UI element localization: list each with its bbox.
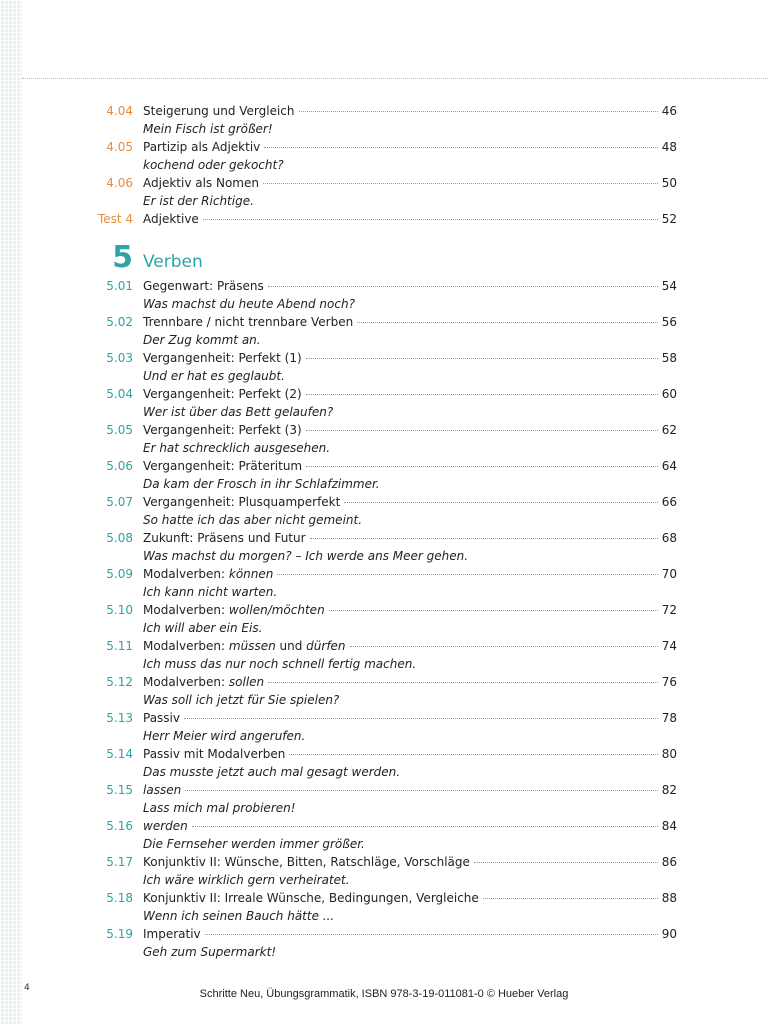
toc-entry — [0, 601, 768, 619]
toc-entry-subtitle-row — [0, 192, 768, 210]
entry-title-text: Partizip als Adjektiv — [143, 140, 261, 154]
entry-title-text: Modalverben: — [143, 603, 229, 617]
entry-page-number: 74 — [661, 639, 677, 653]
entry-number: 5.18 — [106, 891, 133, 905]
toc-entry — [0, 889, 768, 907]
entry-number: 5.03 — [106, 351, 133, 365]
entry-number: 5.01 — [106, 279, 133, 293]
toc-entry — [0, 781, 768, 799]
entry-title-text: Adjektive — [143, 212, 199, 226]
entry-page-number: 90 — [661, 927, 677, 941]
entry-number: 4.04 — [106, 104, 133, 118]
toc-entry — [0, 673, 768, 691]
entry-subtitle: So hatte ich das aber nicht gemeint. — [143, 513, 363, 527]
entry-page-number: 48 — [661, 140, 677, 154]
toc-entry — [0, 457, 768, 475]
entry-page-number: 60 — [661, 387, 677, 401]
entry-title-text: Passiv — [143, 711, 180, 725]
entry-number: 5.14 — [106, 747, 133, 761]
entry-title-text: Modalverben: — [143, 567, 229, 581]
entry-title — [143, 174, 259, 192]
toc-entry-subtitle-row — [0, 943, 768, 961]
entry-subtitle: Das musste jetzt auch mal gesagt werden. — [143, 765, 401, 779]
footer-copyright: Schritte Neu, Übungsgrammatik, ISBN 978-3-19-011081-0 © Hueber Verlag — [199, 988, 569, 1000]
entry-title — [143, 277, 264, 295]
toc-entry-subtitle-row — [0, 547, 768, 565]
entry-title-line — [143, 174, 677, 192]
entry-title-text: Vergangenheit: Perfekt (3) — [143, 423, 302, 437]
entry-subtitle: Die Fernseher werden immer größer. — [143, 837, 365, 851]
entry-title-text: Steigerung und Vergleich — [143, 104, 295, 118]
entry-title-line — [143, 673, 677, 691]
dot-leader — [299, 110, 658, 112]
entry-page-number: 70 — [661, 567, 677, 581]
dot-leader — [203, 218, 658, 220]
entry-title-text: Vergangenheit: Präteritum — [143, 459, 303, 473]
entry-title-text: Imperativ — [143, 927, 201, 941]
entry-title — [143, 457, 302, 475]
entry-number: 5.16 — [106, 819, 133, 833]
entry-title-line — [143, 349, 677, 367]
entry-title — [143, 313, 353, 331]
entry-title — [143, 673, 264, 691]
entry-title — [143, 889, 479, 907]
entry-number: 5.04 — [106, 387, 133, 401]
entry-subtitle: Da kam der Frosch in ihr Schlafzimmer. — [143, 477, 380, 491]
entry-title — [143, 102, 295, 120]
entry-subtitle: Er hat schrecklich ausgesehen. — [143, 441, 331, 455]
entry-title-text: Vergangenheit: Perfekt (1) — [143, 351, 302, 365]
toc-entry — [0, 210, 768, 228]
entry-title-italic: lassen — [143, 783, 182, 797]
entry-title — [143, 210, 199, 228]
entry-title-text: Modalverben: — [143, 675, 229, 689]
entry-title — [143, 853, 470, 871]
entry-number: 5.05 — [106, 423, 133, 437]
toc-entry — [0, 385, 768, 403]
entry-title — [143, 421, 302, 439]
toc-entry — [0, 421, 768, 439]
dot-leader — [263, 182, 658, 184]
toc-entry — [0, 925, 768, 943]
entry-title-line — [143, 385, 677, 403]
entry-page-number: 72 — [661, 603, 677, 617]
dot-leader — [483, 897, 658, 899]
entry-subtitle: Mein Fisch ist größer! — [143, 122, 273, 136]
dot-leader — [192, 825, 658, 827]
entry-subtitle: kochend oder gekocht? — [143, 158, 284, 172]
entry-title-text: Gegenwart: Präsens — [143, 279, 264, 293]
entry-title-text: Adjektiv als Nomen — [143, 176, 259, 190]
entry-title — [143, 709, 180, 727]
dot-leader — [185, 789, 658, 791]
toc-entry — [0, 637, 768, 655]
dot-leader — [306, 429, 658, 431]
chapter-number: 5 — [112, 240, 133, 275]
entry-title-line — [143, 457, 677, 475]
dot-leader — [184, 717, 658, 719]
entry-subtitle: Ich will aber ein Eis. — [143, 621, 263, 635]
entry-subtitle: Wenn ich seinen Bauch hätte ... — [143, 909, 335, 923]
entry-title — [143, 565, 273, 583]
dot-leader — [268, 285, 658, 287]
entry-page-number: 64 — [661, 459, 677, 473]
entry-title — [143, 925, 201, 943]
entry-number: 5.12 — [106, 675, 133, 689]
entry-subtitle: Was machst du heute Abend noch? — [143, 297, 355, 311]
toc-entry — [0, 138, 768, 156]
toc-entry — [0, 745, 768, 763]
entry-subtitle: Lass mich mal probieren! — [143, 801, 296, 815]
entry-title — [143, 349, 302, 367]
entry-title-text: Konjunktiv II: Wünsche, Bitten, Ratschläge, Vorschläge — [143, 855, 470, 869]
toc-entry-subtitle-row — [0, 871, 768, 889]
entry-subtitle: Und er hat es geglaubt. — [143, 369, 285, 383]
page-number: 4 — [24, 983, 30, 993]
dot-leader — [474, 861, 658, 863]
entry-subtitle: Ich wäre wirklich gern verheiratet. — [143, 873, 350, 887]
entry-page-number: 52 — [661, 212, 677, 226]
entry-page-number: 78 — [661, 711, 677, 725]
entry-page-number: 84 — [661, 819, 677, 833]
entry-title-line — [143, 529, 677, 547]
entry-title-italic: dürfen — [306, 639, 346, 653]
entry-title-line — [143, 925, 677, 943]
entry-title-italic: wollen/möchten — [228, 603, 325, 617]
entry-page-number: 54 — [661, 279, 677, 293]
entry-page-number: 80 — [661, 747, 677, 761]
toc-entry — [0, 349, 768, 367]
dot-leader — [310, 537, 658, 539]
dot-leader — [329, 609, 658, 611]
entry-title — [143, 385, 302, 403]
entry-title-line — [143, 601, 677, 619]
header-divider — [22, 78, 768, 79]
toc-entry-subtitle-row — [0, 295, 768, 313]
toc-entry-subtitle-row — [0, 120, 768, 138]
entry-title-text: Zukunft: Präsens und Futur — [143, 531, 306, 545]
dot-leader — [306, 465, 658, 467]
toc-entry-subtitle-row — [0, 583, 768, 601]
entry-subtitle: Er ist der Richtige. — [143, 194, 254, 208]
entry-subtitle: Was soll ich jetzt für Sie spielen? — [143, 693, 340, 707]
entry-number: 5.10 — [106, 603, 133, 617]
entry-page-number: 50 — [661, 176, 677, 190]
entry-title-italic: werden — [143, 819, 188, 833]
toc-entry-subtitle-row — [0, 439, 768, 457]
entry-number: 5.06 — [106, 459, 133, 473]
toc-entry-subtitle-row — [0, 619, 768, 637]
toc-entry-subtitle-row — [0, 156, 768, 174]
entry-title-line — [143, 493, 677, 511]
entry-page-number: 62 — [661, 423, 677, 437]
entry-title — [143, 781, 181, 799]
toc-entry — [0, 277, 768, 295]
entry-title-line — [143, 138, 677, 156]
entry-number: Test 4 — [97, 212, 133, 226]
toc-entry — [0, 853, 768, 871]
entry-title-text: Konjunktiv II: Irreale Wünsche, Bedingungen, Vergleiche — [143, 891, 479, 905]
dot-leader — [264, 146, 657, 148]
entry-title-line — [143, 565, 677, 583]
entry-title-text: Passiv mit Modalverben — [143, 747, 286, 761]
toc-entry-subtitle-row — [0, 367, 768, 385]
toc-entry-subtitle-row — [0, 835, 768, 853]
entry-title-line — [143, 277, 677, 295]
entry-title-line — [143, 709, 677, 727]
entry-title — [143, 637, 346, 655]
entry-title — [143, 817, 188, 835]
toc-entry-subtitle-row — [0, 691, 768, 709]
entry-title-italic: sollen — [228, 675, 265, 689]
toc-entry-subtitle-row — [0, 475, 768, 493]
toc-entry — [0, 529, 768, 547]
toc-entry — [0, 565, 768, 583]
entry-title-italic: können — [228, 567, 274, 581]
entry-number: 5.07 — [106, 495, 133, 509]
entry-number: 4.06 — [106, 176, 133, 190]
toc-entry-subtitle-row — [0, 655, 768, 673]
toc-entry-subtitle-row — [0, 511, 768, 529]
entry-title-text: Vergangenheit: Perfekt (2) — [143, 387, 302, 401]
entry-title-line — [143, 313, 677, 331]
toc-entry-subtitle-row — [0, 763, 768, 781]
entry-title-italic: müssen — [228, 639, 276, 653]
entry-title-line — [143, 421, 677, 439]
entry-title — [143, 138, 260, 156]
toc-entry-subtitle-row — [0, 799, 768, 817]
entry-title-text: Modalverben: — [143, 639, 229, 653]
toc-entry-subtitle-row — [0, 331, 768, 349]
entry-page-number: 68 — [661, 531, 677, 545]
entry-subtitle: Wer ist über das Bett gelaufen? — [143, 405, 334, 419]
entry-number: 5.02 — [106, 315, 133, 329]
entry-title-line — [143, 102, 677, 120]
chapter-title: Verben — [143, 252, 203, 272]
dot-leader — [344, 501, 657, 503]
dot-leader — [205, 933, 658, 935]
dot-leader — [306, 357, 658, 359]
entry-subtitle: Der Zug kommt an. — [143, 333, 261, 347]
toc-entry-subtitle-row — [0, 907, 768, 925]
entry-page-number: 76 — [661, 675, 677, 689]
toc-entry — [0, 817, 768, 835]
entry-subtitle: Geh zum Supermarkt! — [143, 945, 277, 959]
toc-entry — [0, 493, 768, 511]
entry-page-number: 46 — [661, 104, 677, 118]
entry-number: 5.17 — [106, 855, 133, 869]
toc-entry-subtitle-row — [0, 403, 768, 421]
entry-title-line — [143, 210, 677, 228]
dot-leader — [357, 321, 658, 323]
entry-subtitle: Was machst du morgen? – Ich werde ans Meer gehen. — [143, 549, 469, 563]
entry-title — [143, 493, 340, 511]
entry-title-line — [143, 745, 677, 763]
toc-entry — [0, 102, 768, 120]
entry-title — [143, 529, 306, 547]
entry-title-line — [143, 781, 677, 799]
entry-title — [143, 601, 325, 619]
entry-title-line — [143, 889, 677, 907]
dot-leader — [350, 645, 658, 647]
entry-number: 5.08 — [106, 531, 133, 545]
entry-page-number: 58 — [661, 351, 677, 365]
entry-title-line — [143, 817, 677, 835]
dot-leader — [268, 681, 658, 683]
entry-subtitle: Ich kann nicht warten. — [143, 585, 278, 599]
entry-number: 5.19 — [106, 927, 133, 941]
entry-number: 5.11 — [106, 639, 133, 653]
entry-page-number: 82 — [661, 783, 677, 797]
toc-entry — [0, 313, 768, 331]
entry-title-text: Trennbare / nicht trennbare Verben — [143, 315, 354, 329]
entry-title-line — [143, 853, 677, 871]
toc-entry — [0, 174, 768, 192]
entry-subtitle: Herr Meier wird angerufen. — [143, 729, 306, 743]
entry-page-number: 88 — [661, 891, 677, 905]
entry-page-number: 56 — [661, 315, 677, 329]
dot-leader — [277, 573, 657, 575]
entry-number: 5.09 — [106, 567, 133, 581]
entry-number: 4.05 — [106, 140, 133, 154]
entry-number: 5.15 — [106, 783, 133, 797]
entry-page-number: 66 — [661, 495, 677, 509]
entry-title-text: und — [275, 639, 307, 653]
entry-number: 5.13 — [106, 711, 133, 725]
dot-leader — [306, 393, 658, 395]
entry-title-line — [143, 637, 677, 655]
toc-entry — [0, 709, 768, 727]
entry-title — [143, 745, 285, 763]
dot-leader — [289, 753, 657, 755]
toc-entry-subtitle-row — [0, 727, 768, 745]
entry-subtitle: Ich muss das nur noch schnell fertig machen. — [143, 657, 417, 671]
entry-page-number: 86 — [661, 855, 677, 869]
entry-title-text: Vergangenheit: Plusquamperfekt — [143, 495, 341, 509]
